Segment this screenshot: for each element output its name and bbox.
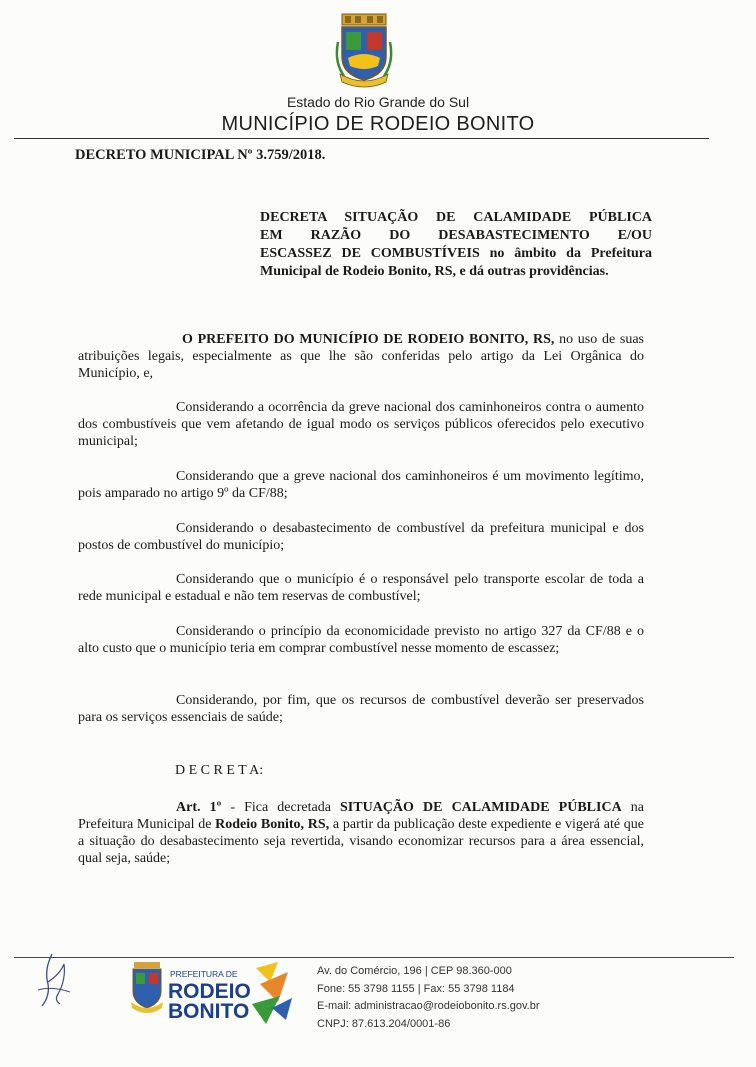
signature-icon (30, 950, 80, 1010)
considerando-paragraph: Considerando que a greve nacional dos caminhoneiros é um movimento legítimo, pois amparado no artigo 9º da CF/88; (78, 469, 644, 501)
summary-line: ESCASSEZ DE COMBUSTÍVEIS no âmbito da Prefeitura (260, 246, 652, 261)
summary-line: Municipal de Rodeio Bonito, RS, e dá outras providências. (260, 264, 609, 279)
state-name: Estado do Rio Grande do Sul (286, 94, 470, 110)
footer-divider (14, 957, 734, 958)
considerando-paragraph: Considerando que o município é o responsável pelo transporte escolar de toda a rede municipal e estadual e não tem reservas de combustível; (78, 572, 644, 604)
municipality-name: MUNICÍPIO DE RODEIO BONITO (221, 113, 535, 135)
preamble-lead: O PREFEITO DO MUNICÍPIO DE RODEIO BONITO, RS, (182, 332, 555, 347)
header-divider (14, 138, 709, 139)
considerando-paragraph: Considerando a ocorrência da greve nacional dos caminhoneiros contra o aumento dos combustíveis que vem afetando de igual modo os serviços públicos oferecidos pelo executivo municipal; (78, 400, 644, 449)
considerando-paragraph: Considerando o desabastecimento de combustível da prefeitura municipal e dos postos de combustível do município; (78, 521, 644, 553)
preamble-paragraph (78, 331, 644, 382)
logo-line3: BONITO (168, 1000, 250, 1023)
preamble-text: no uso de suas atribuições legais, especialmente as que lhe são conferidas pelo artigo da Lei Orgânica do Município, e, (78, 332, 644, 381)
logo-line1: PREFEITURA DE (170, 969, 238, 979)
summary-line: DECRETA SITUAÇÃO DE CALAMIDADE PÚBLICA (260, 210, 652, 225)
footer-cnpj: CNPJ: 87.613.204/0001-86 (317, 1017, 451, 1030)
decreta-heading: D E C R E T A: (175, 763, 264, 778)
footer-phone: Fone: 55 3798 1155 | Fax: 55 3798 1184 (317, 982, 515, 995)
article-1 (78, 799, 644, 867)
logo-line2: RODEIO (168, 980, 251, 1003)
summary-line: EM RAZÃO DO DESABASTECIMENTO E/OU (260, 228, 652, 243)
decree-summary (260, 209, 652, 281)
article-emphasis: Rodeio Bonito, RS, (215, 817, 330, 832)
logo-coat-icon (131, 962, 163, 1013)
article-text: a partir da publicação deste expediente e vigerá até que a situação do desabastecimento seja revertida, visando economizar recursos para a área essencial, qual seja, saúde; (78, 817, 645, 866)
coat-of-arms-icon (334, 12, 394, 90)
decree-number: DECRETO MUNICIPAL Nº 3.759/2018. (75, 147, 326, 163)
article-emphasis: SITUAÇÃO DE CALAMIDADE PÚBLICA (340, 800, 622, 815)
footer-email: E-mail: administracao@rodeiobonito.rs.gov.br (317, 1000, 540, 1012)
considerando-paragraph: Considerando, por fim, que os recursos de combustível deverão ser preservados para os serviços essenciais de saúde; (78, 693, 644, 725)
considerando-paragraph: Considerando o princípio da economicidade previsto no artigo 327 da CF/88 e o alto custo que o município teria em comprar combustível nesse momento de escassez; (78, 624, 644, 656)
article-text: na Prefeitura Municipal de (78, 800, 645, 832)
footer-address: Av. do Comércio, 196 | CEP 98.360-000 (317, 965, 512, 977)
footer-contact (317, 963, 540, 1033)
prefeitura-logo (128, 958, 298, 1028)
article-label: Art. 1º (176, 800, 222, 815)
article-text: - Fica decretada (221, 800, 341, 815)
